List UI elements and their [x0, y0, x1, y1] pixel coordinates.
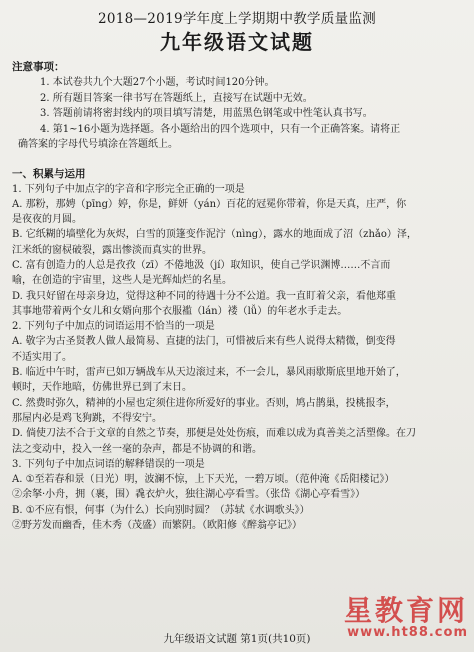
question-2-option: C. 然费时弥久，精神的小屋也定须住进你所爱好的事业。否则，鸠占鹊巢，投桃报李，	[12, 397, 396, 409]
question-2-stem: 2. 下列句子中加点的词语运用不恰当的一项是	[12, 321, 215, 333]
question-1-option: B. 它纸糊的墙壁化为灰烬，白雪的顶篷变作泥泞（nìng），露水的地面成了沼（zhǎo）泽，	[12, 229, 417, 241]
question-3-option: ②余拏·小舟，拥（裹，围）毳衣炉火，独往湖心亭看雪。（张岱《湖心亭看雪》）	[12, 489, 366, 501]
exam-period-heading: 2018—2019学年度上学期期中教学质量监测	[97, 11, 377, 27]
watermark-url: www.ht88.com	[347, 625, 468, 640]
question-2-option: B. 临近中午时，雷声已如万辆战车从天边滚过来，不一会儿，暴风雨歇斯底里地开始了，	[12, 367, 406, 379]
question-2-option: 法之变动中，投入一丝一毫的杂声，都是不协调的和谐。	[12, 443, 262, 455]
watermark-main: 星教育网	[343, 594, 468, 627]
notice-item: 3. 答题前请将密封线内的项目填写清楚，用蓝黑色钢笔或中性笔认真书写。	[40, 108, 373, 119]
question-1-option: 江米纸的窗棂破裂，露出惨淡而真实的世界。	[12, 244, 212, 256]
question-2-option: A. 敬字为古圣贤教人做人最简易、直捷的法门，可惜被后来有些人说得太精微，倒变得	[12, 336, 396, 348]
site-watermark-logo	[344, 596, 468, 640]
question-1-option: D. 我只好留在母亲身边，觉得这种不同的待遇十分不公道。我一直盯着父亲，看他郑重	[12, 290, 397, 302]
question-3-option: ②野芳发而幽香，佳木秀（茂盛）而繁阴。（欧阳修《醉翁亭记》）	[12, 520, 302, 532]
question-1-stem: 1. 下列句子中加点字的字音和字形完全正确的一项是	[12, 183, 245, 195]
question-1-option: C. 富有创造力的人总是孜孜（zī）不倦地汲（jí）取知识，使自己学识渊博……不言而	[12, 259, 391, 271]
notice-item: 2. 所有题目答案一律书写在答题纸上，直接写在试题中无效。	[40, 92, 313, 104]
question-1-option: 其事地带着两个女儿和女婿向那个衣服褴（lán）褛（lǚ）的年老水手走去。	[12, 305, 348, 317]
notice-item-continuation: 确答案的字母代号填涂在答题纸上。	[18, 139, 178, 150]
notice-item: 4. 第1~16小题为选择题。各小题给出的四个选项中，只有一个正确答案。请将正	[40, 123, 401, 135]
question-3-option: B. ①不应有恨，何事（为什么）长向别时圆？（苏轼《水调歌头》）	[12, 504, 310, 516]
question-3-stem: 3. 下列句子中加点词语的解释错误的一项是	[12, 458, 205, 470]
section-title: 一、积累与运用	[12, 167, 86, 180]
notice-label: 注意事项：	[12, 61, 65, 73]
page-footer: 九年级语文试题 第1页(共10页)	[163, 633, 311, 645]
question-2-option: 顿时，天作地暗，仿佛世界已到了末日。	[12, 382, 192, 394]
notice-item: 1. 本试卷共九个大题27个小题，考试时间120分钟。	[40, 77, 275, 88]
question-1-option: 是夜夜的月圆。	[12, 214, 82, 226]
question-2-option: 那屋内必是鸡飞狗跳，不得安宁。	[12, 412, 162, 424]
question-2-option: D. 倘使刀法不合于文章的自然之节奏，那便是处处伤痕，而难以成为真善美之活塑像。在刀	[12, 428, 417, 440]
question-2-option: 不适实用了。	[12, 351, 72, 363]
question-1-option: 喻，在创造的宇宙里，这些人是光辉灿烂的名星。	[12, 275, 232, 287]
question-1-option: A. 那粉，那娉（pīng）婷，你是，鲜妍（yán）百花的冠冕你带着，你是天真，庄严，你	[12, 198, 407, 210]
question-3-option: A. ①至若春和景（日光）明，波澜不惊，上下天光，一碧万顷。（范仲淹《岳阳楼记》）	[12, 474, 395, 486]
exam-title: 九年级语文试题	[160, 30, 314, 54]
